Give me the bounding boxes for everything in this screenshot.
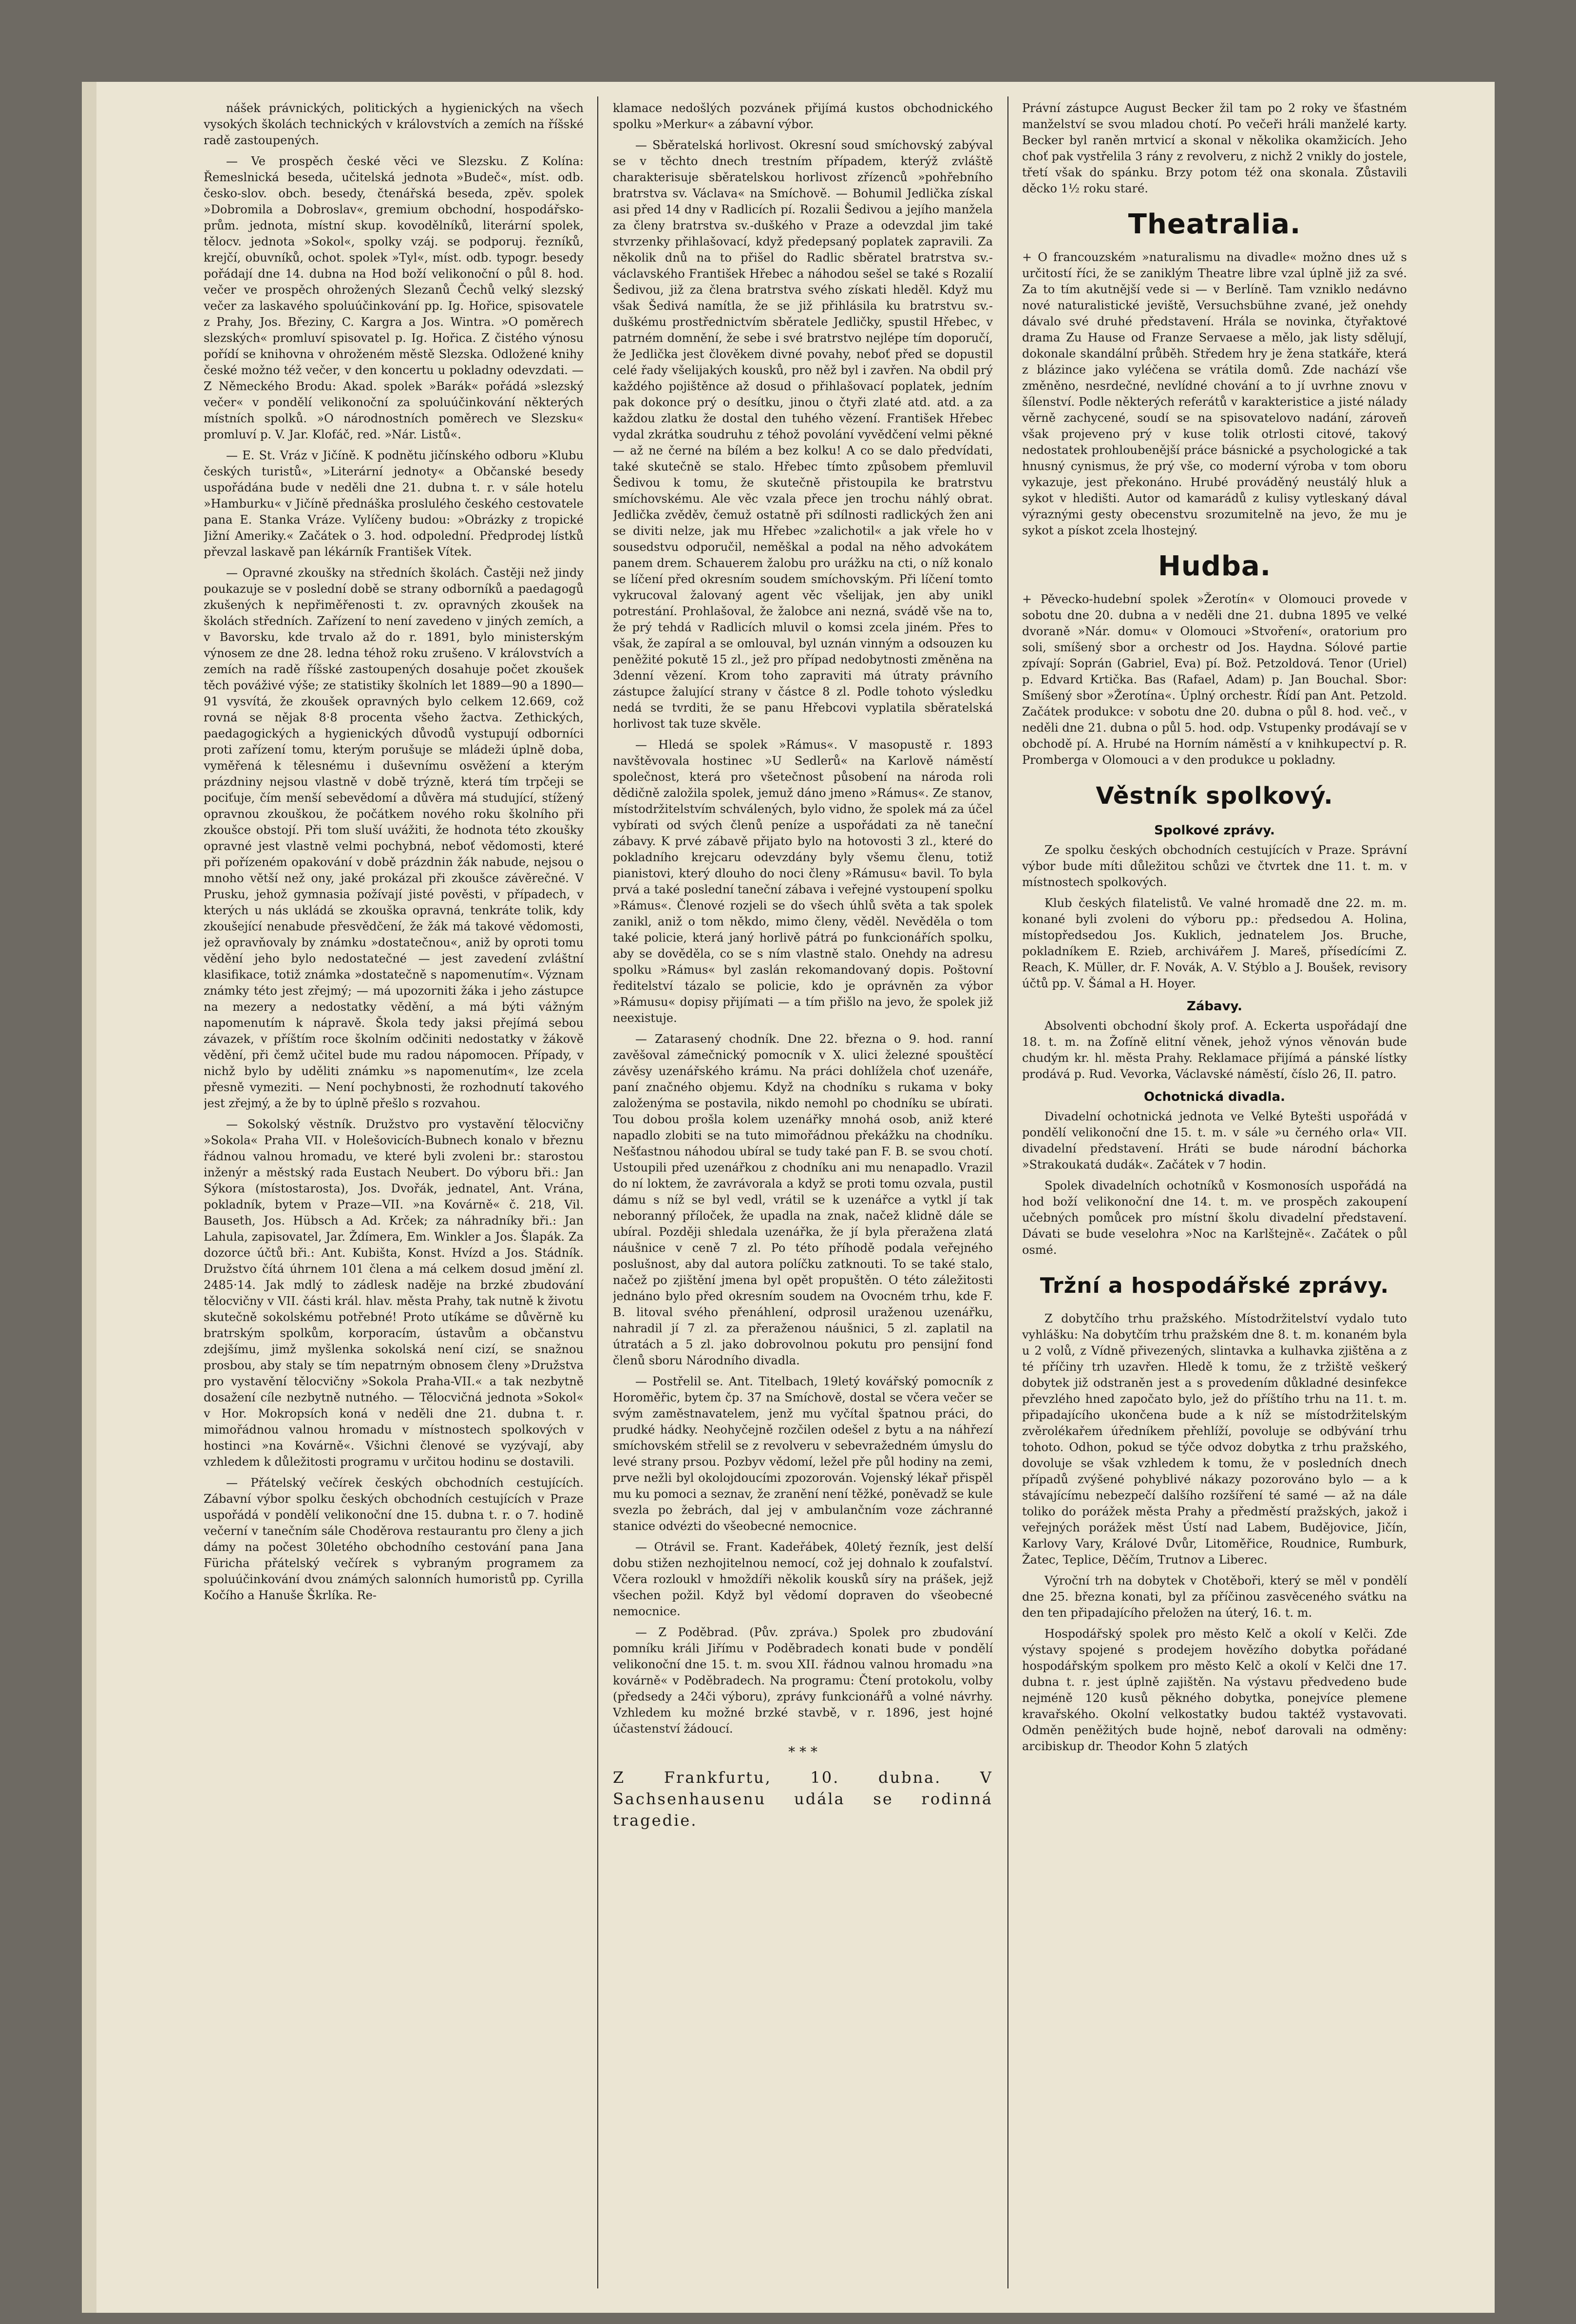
club-news-item: Ze spolku českých obchodních cestujících v Praze. Správní výbor bude míti důležitou schůzi ve čtvrtek dne 11. t. m. v místnostech spolkových.: [1022, 843, 1407, 889]
section-heading-societies: Věstník spolkový.: [1096, 782, 1333, 810]
article-paragraph: — Sokolský věstník. Družstvo pro vystavění tělocvičny »Sokola« Praha VII. v Holešovicích-Bubnech konalo v březnu řádnou valnou hromadu, ve které byli zvoleni br.: starostou inženýr a městský rada Eustach Neubert. Do výboru bři.: Jan Sýkora (místostarosta), Jos. Dvořák, jednatel, Ant. Vrána, pokladník, bytem v Praze—VII. »na Kovárně« č. 218, Vil. Bauseth, Jos. Hübsch a Ad. Krček; za náhradníky bři.: Jan Lahula, zapisovatel, Jar. Ždímera, Em. Winkler a Jos. Šlapák. Za dozorce účtů bři.: Ant. Kubišta, Konst. Hvízd a Jos. Stádník. Družstvo čítá úhrnem 101 člena a má celkem dosud jmění zl. 2485·14. Jak mdlý to zádlesk naděje na brzké zbudování tělocvičny v VII. části král. hlav. města Prahy, tak nutně k životu skutečně sokolskému potřebné! Proto utíkáme se důvěrně ku bratrským spolkům, korporacím, ústavům a občanstvu zdejšímu, jimž myšlenka sokolská není cizí, se snažnou prosbou, aby staly se tím nepatrným obnosem členy »Družstva pro vystavění tělocvičny »Sokola Praha-VII.« a tak nezbytně dosažení cíle nezbytně nutného. — Tělocvičná jednota »Sokol« v Hor. Mokropsích koná v neděli dne 21. dubna t. r. mimořádnou valnou hromadu v místnostech spolkových v hostinci »na Kovárně«. Všichni členové se vyzývají, aby vzhledem k důležitosti programu v určitou hodinu se dostavili.: [204, 1117, 584, 1469]
article-paragraph: klamace nedošlých pozvánek přijímá kustos obchodnického spolku »Merkur« a zábavní výbor.: [613, 101, 993, 131]
section-heading-theatralia: Theatralia.: [1128, 208, 1301, 240]
page-left-edge: [82, 82, 96, 2313]
article-paragraph: — Z Poděbrad. (Pův. zpráva.) Spolek pro zbudování pomníku králi Jiřímu v Poděbradech konati bude v pondělí velikonoční dne 15. t. m. svou XII. řádnou valnou hromadu »na kovárně« v Poděbradech. Na programu: Čtení protokolu, volby (předsedy a 24či výboru), zprávy funkcionářů a volné návrhy. Vzhledem ku možné brzké stavbě, v r. 1896, jest hojné účastenství žádoucí.: [613, 1625, 993, 1736]
market-item: Výroční trh na dobytek v Chotěboři, který se měl v pondělí dne 25. března konati, byl za příčinou zasvěceného svátku na den ten připadajícího přeložen na úterý, 16. t. m.: [1022, 1574, 1407, 1620]
column-middle-articles: [613, 100, 993, 1737]
column-rule: [1007, 96, 1008, 2288]
market-item: Z dobytčího trhu pražského. Místodržitelství vydalo tuto vyhlášku: Na dobytčím trhu pražském dne 8. t. m. konaném byla u 2 volů, z Vídně přivezených, slintavka a kulhavka zjištěna a z té příčiny trh uzavřen. Hledě k tomu, že z tržiště veškerý dobytek již odstraněn jest a s provedením důkladné desinfekce převzlého hned započato bylo, jež do příštího trhu na 11. t. m. připadajícího ukončena bude a k níž se místodržitelským zvěrolékařem úředníkem přehlíží, povoluje se odbývání trhu tohoto. Odhon, pokud se týče odvoz dobytka z trhu pražského, dovoluje se však vzhledem k tomu, že v posledních dnech případů zvýšené pohyblivé nákazy pozorováno bylo — a k stávajícímu nebezpečí dalšího rozšíření té samé — až na dále toliko do porážek města Prahy a předměstí pražských, jakož i veřejných porážek měst Ústí nad Labem, Budějovice, Jičín, Karlovy Vary, Králové Dvůr, Litoměřice, Roudnice, Rumburk, Žatec, Teplice, Děčím, Trutnov a Liberec.: [1022, 1312, 1407, 1567]
frankfurt-continuation: Právní zástupce August Becker žil tam po 2 roky ve šťastném manželství se svou mladou chotí. Po večeři hráli manželé karty. Becker byl raněn mrtvicí a skonal v několika okamžicích. Jeho choť pak vystřelila 3 rány z revolveru, z nichž 2 vnikly do jostele, třetí však do spánku. Brzy potom též ona skonala. Zůstavili děcko 1½ roku staré.: [1022, 101, 1407, 195]
column-rule: [597, 96, 598, 2288]
article-paragraph: — Přátelský večírek českých obchodních cestujících. Zábavní výbor spolku českých obchodních cestujících v Praze uspořádá v pondělí velikonoční dne 15. dubna t. r. o 7. hodině večerní v tanečním sále Choděrova restaurantu pro členy a jich dámy na počest 30letého obchodního cestování pana Jana Fürichа přátelský večírek s vybraným programem za spoluúčinkování dvou známých salonních humoristů pp. Cyrilla Kočího a Hanuše Škrlíka. Re-: [204, 1476, 584, 1602]
article-paragraph: nášek právnických, politických a hygienických na všech vysokých školách technických v královstvích a zemích na říšské radě zastoupených.: [204, 101, 584, 147]
article-paragraph: — E. St. Vráz v Jičíně. K podnětu jičínského odboru »Klubu českých turistů«, »Literární jednoty« a Občanské besedy uspořádána bude v neděli dne 21. dubna t. r. v sále hotelu »Hamburku« v Jičíně přednáška proslulého českého cestovatele pana E. Stanka Vráze. Vylíčeny budou: »Obrázky z tropické Jižní Ameriky.« Začátek o 3. hod. odpolední. Předprodej lístků převzal laskavě pan lékárník František Vítek.: [204, 449, 584, 559]
column-right: [1022, 100, 1407, 2292]
subheading-club-news: Spolkové zprávy.: [1154, 823, 1275, 838]
column-left: [204, 100, 584, 2292]
club-news-item: Klub českých filatelistů. Ve valné hromadě dne 22. m. m. konané byli zvoleni do výboru pp.: předsedou A. Holina, místopředsedou Jos. Kuklich, jednatelem Jos. Bruche, pokladníkem E. Rzieb, archivářem J. Mareš, přísedícími Z. Reach, K. Müller, dr. F. Novák, A. V. Stýblo a J. Boušek, revisory účtů pp. V. Šámal a H. Hoyer.: [1022, 896, 1407, 990]
amateur-theatre-item: Spolek divadelních ochotníků v Kosmonosích uspořádá na hod boží velikonoční dne 14. t. m. ve prospěch zakoupení učebných pomůcek pro místní školu divadelní představení. Dávati se bude veselohra »Noc na Karlštejně«. Začátek o půl osmé.: [1022, 1179, 1407, 1257]
amateur-theatre-item: Divadelní ochotnická jednota ve Velké Bytešti uspořádá v pondělí velikonoční dne 15. t. m. v sále »u černého orla« VII. divadelní představení. Hráti se bude národní báchorka »Strakoukatá dudák«. Začátek v 7 hodin.: [1022, 1110, 1407, 1171]
column-middle: [613, 100, 993, 2292]
subheading-entertainment: Zábavy.: [1187, 999, 1242, 1014]
newspaper-page: [82, 82, 1495, 2313]
article-paragraph: — Opravné zkoušky na středních školách. Častěji než jindy poukazuje se v poslední době se strany odborníků a paedagogů zkušených k nepřiměřenosti t. zv. opravných zkoušek na školách středních. Zařízení to není zavedeno v jiných zemích, a v Bavorsku, kde trvalo až do r. 1891, bylo ministerským výnosem ze dne 28. ledna téhož roku zrušeno. V královstvích a zemích na radě říšské zastoupených dosahuje počet zkoušek těch pováživé výše; ze statistiky školních let 1889—90 a 1890—91 vysvítá, že zkoušek opravných bylo celkem 12.669, což rovná se nějak 8·8 procenta všeho žactva. Zethických, paedagogických a hygienických důvodů vystupují odborníci proti zařízení tomu, kterým porušuje se mládeži úplně doba, vyměřená k tělesnému i duševnímu osvěžení a kterým prázdniny nejsou vlastně v době trýzně, která tím trpčeji se pociťuje, čím menší sebevědomí a důvěra má studující, stížený opravnou zkouškou, že počátkem nového roku školního při zkoušce obstojí. Při tom sluší uvážiti, že hodnota této zkoušky opravné jest vlastně velmi pochybná, neboť vědomosti, které při pořízeném opakování v době prázdnin žák nabude, nejsou o mnoho větší než ony, jaké prokázal při zkoušce závěrečné. V Prusku, jehož gymnasia požívají jisté pověsti, v případech, v kterých u nás ukládá se zkouška opravná, tenkráte tolik, kdy zkoušející nenabude přesvědčení, že žák má takové vědomosti, jež opravňovaly by známku »dostatečnou«, aniž by oproti tomu vědění jeho bylo nedostatečné — jest zavedení zvláštní klasifikace, totiž známka »dostatečně s napomenutím«. Význam známky této jest zřejmý; — má upozorniti žáka i jeho zástupce na mezery a nedostatky vědění, a má býti vážným napomenutím k nápravě. Škola tedy jaksi přejímá sebou závazek, v příštím roce školním odčiniti nedostatky v žákově vědění, při čemž učitel bude mu radou nápomocen. Případy, v nichž bylo by uděliti známku »s napomenutím«, lze zcela přesně vymeziti. — Není pochybnosti, že rozhodnutí takového jest zřejmý, a že by to úplně přešlo s rozvahou.: [204, 566, 584, 1110]
article-paragraph: — Postřelil se. Ant. Titelbach, 19letý kovářský pomocník z Horoměřic, bytem čp. 37 na Smíchově, dostal se včera večer se svým zaměstnavatelem, jenž mu vyčítal špatnou práci, do prudké hádky. Neohyčejně rozčilen odešel z bytu a na náhřezí smíchovském střelil se z revolveru v sebevražedném úmyslu do levé strany prsou. Pozbyv vědomí, ležel pře půl hodiny na zemi, prve nežli byl okolojdoucími zpozorován. Vojenský lékař přispěl mu ku pomoci a seznav, že zranění není těžké, poněvadž se kule svezla po žebrách, dal jej v ambulančním voze záchranné stanice odvézti do všeobecné nemocnice.: [613, 1375, 993, 1533]
separator-stars: * * *: [788, 1744, 817, 1760]
dateline-frankfurt: Z Frankfurtu, 10. dubna. V Sachsenhausenu udála se rodinná tragedie.: [613, 1768, 993, 1830]
article-paragraph: — Hledá se spolek »Rámus«. V masopustě r. 1893 navštěvovala hostinec »U Sedlerů« na Karlově náměstí společnost, která pro všetečnost působení na národa roli dědičně založila spolek, jemuž dáno jmeno »Rámus«. Ze stanov, místodržitelstvím schválených, bylo vidno, že spolek má za účel vybírati od svých členů peníze a uspořádati za ně taneční zábavy. K prvé zábavě přijato bylo na hotovosti 3 zl., které do pokladního krejcaru odevzdány byly všemu členu, totiž pianistovi, který dlouho do noci členy »Rámusu« bavil. To byla prvá a také poslední taneční zábava i veřejné vystoupení spolku »Rámus«. Členové rozjeli se do všech úhlů světa a tak spolek zanikl, aniž o tom někdo, mimo členy, věděl. Nevěděla o tom také policie, která janý horlivě pátrá po funkcionářích spolku, aby se dověděla, co se s ním vlastně stalo. Onehdy na adresu spolku »Rámus« byl zaslán rekomandovaný dopis. Poštovní ředitelství tázalo se policie, kdo je oprávněn za výbor »Rámusu« dopisy přijímati — a tím přišlo na jevo, že spolek již neexistuje.: [613, 738, 993, 1025]
theatre-article: + O francouzském »naturalismu na divadle« možno dnes už s určitostí říci, že se zaniklým Theatre libre vzal úplně již za své. Za to tím akutnější vede si — v Berlíně. Tam vzniklo nedávno nové naturalistické jeviště, Versuchsbühne zvané, jež onehdy dávalo své druhé představení. Hrála se novinka, čtyřaktové drama Zu Hause od Franze Servaese a mělo, jak listy sdělují, dokonale skandální průběh. Středem hry je žena statkáře, která z blázince jako vyléčena se vrátila domů. Zde nachází vše změněno, nesrdečné, nevlídné chování a to jí uvrhne znovu v šílenství. Podle některých referátů v karakteristice a jisté nálady věrně zachycené, soudí se na spisovatelovo nadání, zároveň však projeveno prý v kuse tolik otrlosti citové, takový nedostatek prohloubenější práce básnické a psychologické a tak hnusný cynismus, že prý vše, co moderní výroba v tom oboru vykazuje, jest překonáno. Hrubé prováděný neustálý hluk a sykot v hledišti. Autor od kamarádů z kulisy vytleskaný dával výraznými gesty obecenstvu srozumitelně na jevo, že mu je sykot a pískot zcela lhostejný.: [1022, 250, 1407, 537]
section-heading-hudba: Hudba.: [1158, 550, 1271, 582]
article-paragraph: — Otrávil se. Frant. Kadeřábek, 40letý řezník, jest delší dobu stižen nezhojitelnou nemocí, což jej dohnalo k zoufalství. Včera rozloukl v hmoždíři několik kousků síry na prášek, jejž všechen požil. Když byl vědomí dopraven do všeobecné nemocnice.: [613, 1540, 993, 1618]
article-paragraph: — Sběratelská horlivost. Okresní soud smíchovský zabýval se v těchto dnech trestním případem, kterýž zvláště charakterisuje sběratelskou horlivost zřízenců »pohřebního bratrstva sv. Václava« na Smíchově. — Bohumil Jedlička získal asi před 14 dny v Radlicích pí. Rozalii Šedivou a jejího manžela za členy bratrstva sv.-duškého v Praze a odevzdal jim také stvrzenky přihlašovací, když předepsaný poplatek zapravili. Za několik dnů na to přišel do Radlic sběratel bratrstva sv.-václavského František Hřebec a náhodou sešel se také s Rozalií Šedivou, již za člena bratrstva svého získati hleděl. Když mu však Šedivá namítla, že se již přihlásila ku bratrstvu sv.-duškému prostřednictvím sběratele Jedličky, spustil Hřebec, v patrném domnění, že sebe i své bratrstvo nejlépe tím doporučí, že Jedlička jest člověkem divné povahy, neboť před se dopustil celé řady všelijakých kousků, pro něž byl i zavřen. Na obdil prý každého pojištěnce až dosud o přihlašovací poplatek, jedním pak dokonce prý o desítku, jinou o čtyři zlaté atd. atd. a za každou zlatku že dostal den tuhého vězení. František Hřebec vydal zkrátka soudruhu z téhož povolání vyvědčení velmi pěkné — až ne černé na bílém a bez kolku! A co se dalo předvídati, také skutečně se stalo. Hřebec tímto způsobem přemluvil Šedivou k tomu, že skutečně přistoupila ke bratrstvu smíchovskému. Ale věc vzala přece jen trochu náhlý obrat. Jedlička zvěděv, čemuž ostatně při sdílnosti radlických žen ani se diviti nelze, jak mu Hřebec »zalichotil« a jak vřele ho v sousedstvu odporučil, neměškal a podal na něho advokátem panem drem. Schauerem žalobu pro urážku na cti, o níž konalo se líčení před okresním soudem smíchovským. Při líčení tomto vykrucoval žalovaný agent věc všelijak, jen aby unikl potrestání. Prohlašoval, že žalobce ani nezná, svádě vše na to, že prý tehdá v Radlicích mluvil o komsi zcela jiném. Přes to však, že zapíral a se omlouval, byl uznán vinným a odsouzen ku peněžité pokutě 15 zl., jež pro případ nedobytnosti změněna na 3denní vězení. Krom toho zapraviti má útraty právního zástupce žalující strany v částce 8 zl. Podle tohoto výsledku nedá se tvrditi, že se panu Hřebcovi vyplatila sběratelská horlivost tak tuze skvěle.: [613, 138, 993, 731]
subheading-amateur-theatre: Ochotnická divadla.: [1144, 1090, 1285, 1104]
market-item: Hospodářský spolek pro město Kelč a okolí v Kelči. Zde výstavy spojené s prodejem hovězího dobytka pořádané hospodářským spolkem pro město Kelč a okolí v Kelči dne 17. dubna t. r. jest úplně zajištěn. Na výstavu předvedeno bude nejméně 120 kusů pěkného dobytka, ponejvíce plemene kravařského. Okolní velkostatky budou taktéž vystavovati. Odměn peněžitých bude hojně, neboť darovali na odměny: arcibiskup dr. Theodor Kohn 5 zlatých: [1022, 1627, 1407, 1753]
entertainment-item: Absolventi obchodní školy prof. A. Eckerta uspořádají dne 18. t. m. na Žofíně elitní věnek, jehož výnos věnován bude chudým kr. hl. města Prahy. Reklamace přijímá a pánské lístky prodává p. Rud. Vevorka, Václavské náměstí, číslo 26, II. patro.: [1022, 1019, 1407, 1081]
article-paragraph: — Zatarasený chodník. Dne 22. března o 9. hod. ranní zavěšoval zámečnický pomocník v X. ulici železné spouštěcí závěsy uzenářského krámu. Na práci dohlížela choť uzenáře, paní značného objemu. Když na chodníku s rukama v boky založenýma se postavila, nikdo nemohl po chodníku se ubírati. Tou dobou prošla kolem uzenářky mnohá osob, aniž které napadlo zlobiti se na tuto mimořádnou překážku na chodníku. Nešťastnou náhodou ubíral se tudy také pan F. B. se svou chotí. Ustoupili před uzenářkou z chodníku ani mu nenapadlo. Vrazil do ní loktem, že zavrávorala a když se proti tomu ozvala, pustil dámu s níž se byl vedl, vrátil se k uzenářce a vytkl jí tak neboranný příloček, že upadla na znak, načež klidně dále se ubíral. Později shledala uzenářka, že jí byla přeražena zlatá náušnice v ceně 7 zl. Po této příhodě podala veřejného poslušnost, aby dal autora políčku zatknouti. To se také stalo, načež po zjištění jmena byl opět propuštěn. O této záležitosti jednáno bylo před okresním soudem na Ovocném trhu, kde F. B. litoval svého přenáhlení, odprosil uraženou uzenářku, nahradil jí 7 zl. za přeraženou náušnici, 5 zl. zaplatil na útratách a 5 zl. jako dobrovolnou pokutu pro pensijní fond členů sboru Národního divadla.: [613, 1032, 993, 1367]
article-paragraph: — Ve prospěch české věci ve Slezsku. Z Kolína: Řemeslnická beseda, učitelská jednota »Budeč«, míst. odb. česko-slov. obch. besedy, čtenářská beseda, zpěv. spolek »Dobromila a Dobroslav«, gremium obchodní, hospodářsko-prům. jednota, místní skup. kovodělníků, literární spolek, tělocv. jednota »Sokol«, spolky vzáj. se podporuj. řezníků, krejčí, obuvníků, ochot. spolek »Tyl«, míst. odb. typogr. besedy pořádají dne 14. dubna na Hod boží velikonoční o půl 8. hod. večer ve prospěch ohrožených Slezanů Čechů velký slezský večer za laskavého spoluúčinkování pp. Ig. Hořice, spisovatele z Prahy, Jos. Březiny, C. Kargra a Jos. Wintra. »O poměrech slezských« promluví spisovatel p. Ig. Hořica. Z čistého výnosu pořídí se knihovna v ohroženém městě Slezska. Odložené knihy české možno též večer, v den koncertu u pokladny odevzdati. — Z Německého Brodu: Akad. spolek »Barák« pořádá »slezský večer« v pondělí velikonoční za spoluúčinkování některých místních spolků. »O národnostních poměrech ve Slezsku« promluví p. V. Jar. Klofáč, red. »Nár. Listů«.: [204, 154, 584, 441]
section-heading-market: Tržní a hospodářské zprávy.: [1040, 1273, 1389, 1298]
music-article: + Pěvecko-hudební spolek »Žerotín« v Olomouci provede v sobotu dne 20. dubna a v neděli dne 21. dubna 1895 ve velké dvoraně »Nár. domu« v Olomouci »Stvoření«, oratorium pro soli, smíšený sbor a orchestr od Jos. Haydna. Sólové partie zpívají: Soprán (Gabriel, Eva) pí. Bož. Petzoldová. Tenor (Uriel) p. Edvard Krtička. Bas (Rafael, Adam) p. Jan Bouchal. Sbor: Smíšený sbor »Žerotína«. Úplný orchestr. Řídí pan Ant. Petzold. Začátek produkce: v sobotu dne 20. dubna o půl 8. hod. več., v neděli dne 21. dubna o půl 5. hod. odp. Vstupenky prodávají se v obchodě pí. A. Hrubé na Horním náměstí a v knihkupectví p. R. Promberga v Olomouci a v den produkce u pokladny.: [1022, 592, 1407, 767]
